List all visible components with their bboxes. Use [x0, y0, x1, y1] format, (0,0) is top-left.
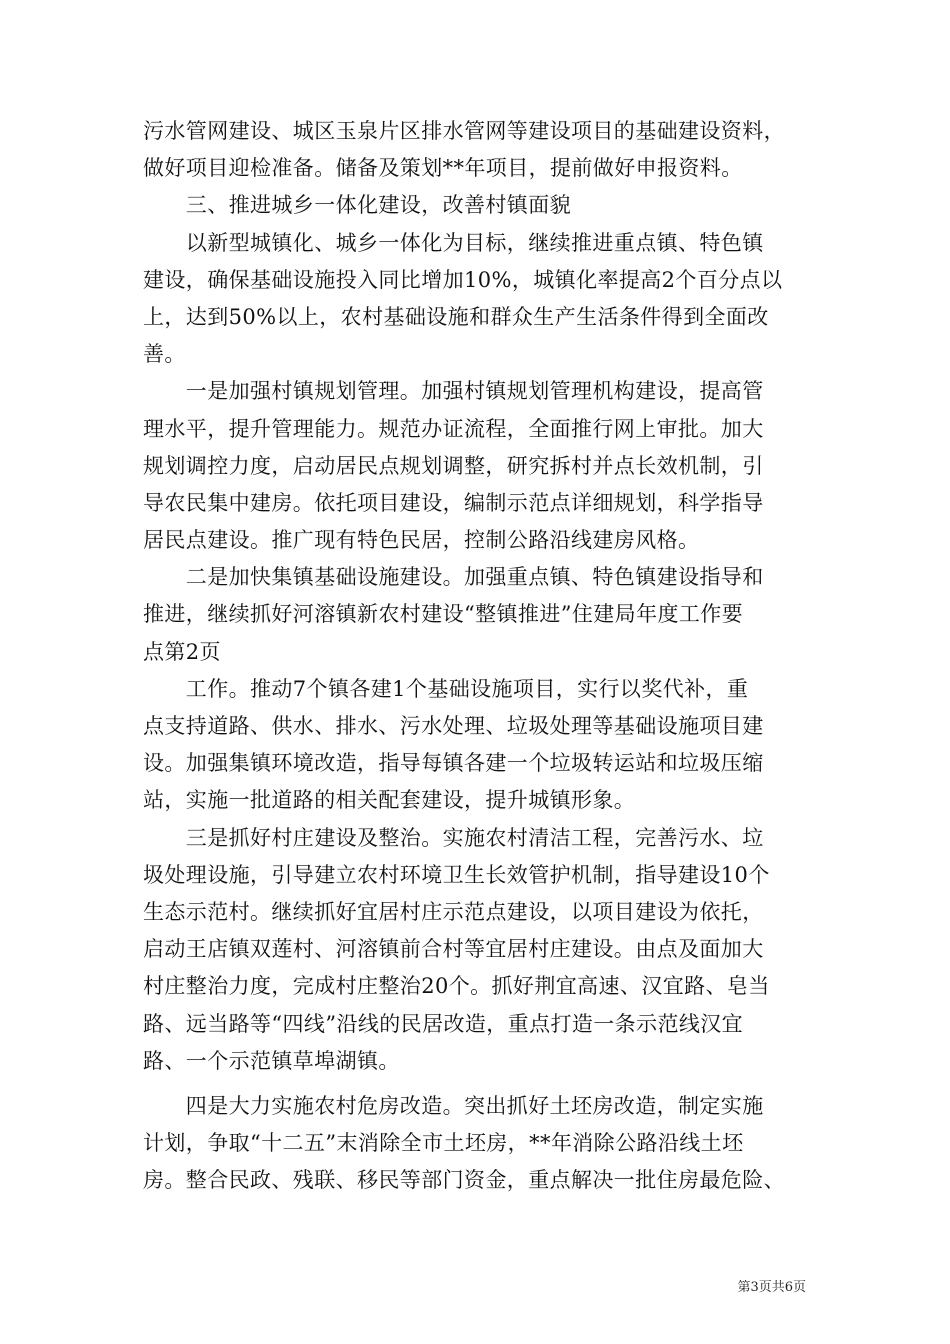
- text-line: 居民点建设。推广现有特色民居，控制公路沿线建房风格。: [143, 528, 700, 553]
- page-number-footer: 第3页共6页: [737, 1280, 806, 1295]
- text-line: 生态示范村。继续抓好宜居村庄示范点建设，以项目建设为依托，: [143, 899, 764, 924]
- text-line: 工作。推动7个镇各建1个基础设施项目，实行以奖代补，重: [143, 676, 749, 701]
- text-line: 设。加强集镇环境改造，指导每镇各建一个垃圾转运站和垃圾压缩: [143, 751, 764, 776]
- text-line: 三是抓好村庄建设及整治。实施农村清洁工程，完善污水、垃: [143, 825, 764, 850]
- text-line: 路、远当路等“四线”沿线的民居改造，重点打造一条示范线汉宜: [143, 1011, 744, 1036]
- section-heading: 三、推进城乡一体化建设，改善村镇面貌: [143, 193, 571, 218]
- document-body: [143, 113, 823, 1199]
- text-line: 建设，确保基础设施投入同比增加10%，城镇化率提高2个百分点以: [143, 267, 783, 292]
- text-line: 善。: [143, 342, 186, 367]
- text-line: 一是加强村镇规划管理。加强村镇规划管理机构建设，提高管: [143, 379, 764, 404]
- text-line: 村庄整治力度，完成村庄整治20个。抓好荆宜高速、汉宜路、皂当: [143, 974, 770, 999]
- text-line: 以新型城镇化、城乡一体化为目标，继续推进重点镇、特色镇: [143, 230, 764, 255]
- text-line: 计划，争取“十二五”末消除全市土坯房，**年消除公路沿线土坯: [143, 1131, 744, 1156]
- text-line: 二是加快集镇基础设施建设。加强重点镇、特色镇建设指导和: [143, 565, 764, 590]
- text-line: 点支持道路、供水、排水、污水处理、垃圾处理等基础设施项目建: [143, 714, 764, 738]
- text-line: 四是大力实施农村危房改造。突出抓好土坯房改造，制定实施: [143, 1093, 764, 1118]
- text-line: 启动王店镇双莲村、河溶镇前合村等宜居村庄建设。由点及面加大: [143, 937, 764, 962]
- text-line: 规划调控力度，启动居民点规划调整，研究拆村并点长效机制，引: [143, 453, 764, 478]
- text-line: 做好项目迎检准备。储备及策划**年项目，提前做好申报资料。: [143, 156, 743, 181]
- text-line: 圾处理设施，引导建立农村环境卫生长效管护机制，指导建设10个: [143, 862, 770, 887]
- text-line: 污水管网建设、城区玉泉片区排水管网等建设项目的基础建设资料，: [143, 119, 785, 143]
- text-line: 房。整合民政、残联、移民等部门资金，重点解决一批住房最危险、: [143, 1168, 785, 1193]
- text-line: 点第2页: [143, 639, 221, 664]
- text-line: 理水平，提升管理能力。规范办证流程，全面推行网上审批。加大: [143, 416, 764, 441]
- text-line: 上，达到50%以上，农村基础设施和群众生产生活条件得到全面改: [143, 304, 769, 329]
- text-line: 路、一个示范镇草埠湖镇。: [143, 1048, 400, 1073]
- text-line: 推进，继续抓好河溶镇新农村建设“整镇推进”住建局年度工作要: [143, 602, 744, 627]
- text-line: 站，实施一批道路的相关配套建设，提升城镇形象。: [143, 788, 636, 813]
- text-line: 导农民集中建房。依托项目建设，编制示范点详细规划，科学指导: [143, 490, 764, 515]
